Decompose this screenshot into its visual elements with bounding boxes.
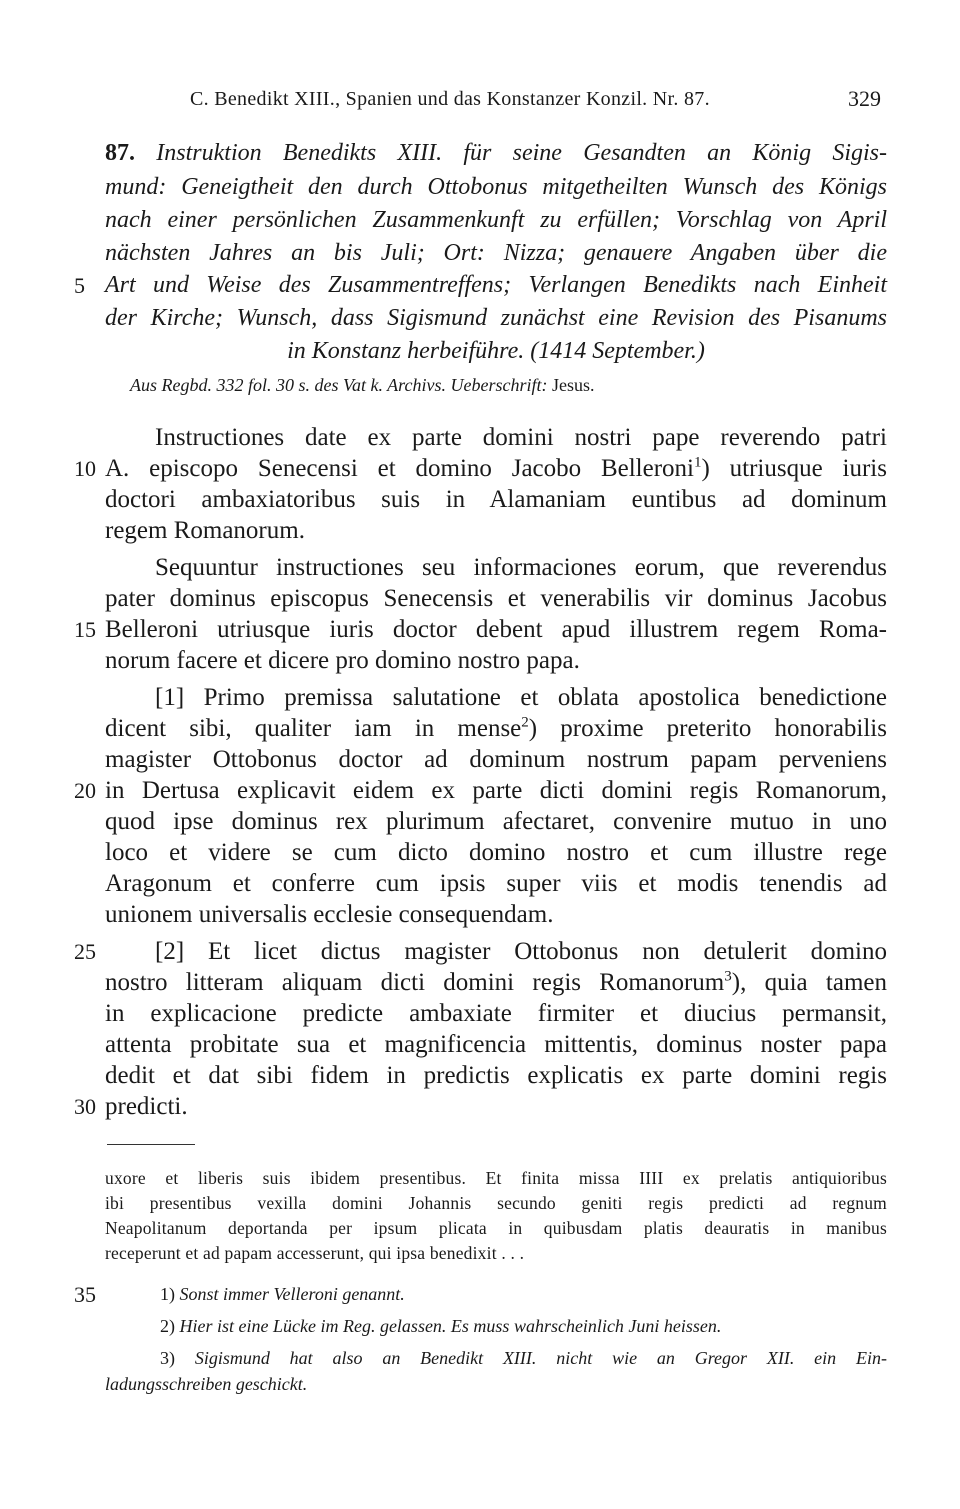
text-span: ), quia tamen	[731, 969, 887, 996]
text-span: A. episcopo Senecensi et domino Jacobo Belleroni	[105, 455, 694, 482]
source-heading: Jesus.	[551, 375, 595, 395]
text-line: Sequuntur instructiones seu informaciones eorum, que reverendus	[155, 554, 887, 581]
text-span: ) utriusque iuris	[701, 455, 887, 482]
note-line: Neapolitanum deportanda per ipsum plicata in quibusdam platis deauratis in manibus	[105, 1218, 887, 1238]
footnote-3	[160, 1348, 887, 1369]
page-number: 329	[848, 86, 881, 111]
text-line: attenta probitate sua et magnificencia mittentis, dominus noster papa	[105, 1031, 887, 1058]
text-span: nostro litteram aliquam dicti domini regis Romanorum	[105, 969, 725, 996]
running-head: C. Benedikt XIII., Spanien und das Konstanzer Konzil. Nr. 87.	[190, 88, 710, 110]
text-span: dicent sibi, qualiter iam in mense	[105, 715, 522, 742]
footnote-ref: 1	[694, 454, 702, 471]
text-line: loco et videre se cum dicto domino nostro et cum illustre rege	[105, 839, 887, 866]
text-line: norum facere et dicere pro domino nostro papa.	[105, 647, 580, 674]
text-line	[105, 969, 887, 997]
regest-line-7: in Konstanz herbeiführe. (1414 September.)	[287, 338, 705, 364]
text-line: unionem universalis ecclesie consequendam.	[105, 901, 554, 928]
footnote-text: Sonst immer Velleroni genannt.	[179, 1284, 405, 1304]
line-number-30: 30	[74, 1094, 96, 1119]
text-line	[105, 715, 887, 743]
note-line: uxore et liberis suis ibidem presentibus. Et finita missa IIII ex prelatis antiquioribus	[105, 1168, 887, 1188]
text-line: Instructiones date ex parte domini nostri pape reverendo patri	[155, 424, 887, 451]
line-number-20: 20	[74, 778, 96, 803]
document-number: 87.	[105, 140, 135, 166]
footnote-marker: 1)	[160, 1284, 175, 1304]
text-line: in explicacione predicte ambaxiate firmiter et diucius permansit,	[105, 1000, 887, 1027]
footnote-ref: 2	[521, 714, 529, 731]
note-line: receperunt et ad papam accesserunt, qui ipsa benedixit . . .	[105, 1243, 525, 1263]
text-line: regem Romanorum.	[105, 517, 305, 544]
regest-line-4: nächsten Jahres an bis Juli; Ort: Nizza; genauere Angaben über die	[105, 240, 887, 266]
text-line: in Dertusa explicavit eidem ex parte dicti domini regis Romanorum,	[105, 777, 887, 804]
text-line: Aragonum et conferre cum ipsis super viis et modis tenendis ad	[105, 870, 887, 897]
text-line: pater dominus episcopus Senecensis et venerabilis vir dominus Jacobus	[105, 585, 887, 612]
regest-line-3: nach einer persönlichen Zusammenkunft zu erfüllen; Vorschlag von April	[105, 207, 887, 233]
regest-line-5: Art und Weise des Zusammentreffens; Verlangen Benedikts nach Einheit	[105, 272, 887, 298]
line-number-5: 5	[74, 273, 85, 298]
footnote-2	[160, 1316, 721, 1337]
text-line: magister Ottobonus doctor ad dominum nostrum papam perveniens	[105, 746, 887, 773]
text-line: [2] Et licet dictus magister Ottobonus non detulerit domino	[155, 938, 887, 965]
regest-line-2: mund: Geneigtheit den durch Ottobonus mitgetheilten Wunsch des Königs	[105, 174, 887, 200]
footnote-1	[160, 1284, 405, 1305]
source-text: Aus Regbd. 332 fol. 30 s. des Vat k. Archivs. Ueberschrift:	[130, 375, 548, 395]
text-line	[105, 455, 887, 483]
source-note	[130, 375, 594, 396]
line-number-35: 35	[74, 1282, 96, 1307]
regest-line-6: der Kirche; Wunsch, dass Sigismund zunächst eine Revision des Pisanums	[105, 305, 887, 331]
footnote-separator	[107, 1144, 195, 1145]
text-line: quod ipse dominus rex plurimum afectaret, convenire mutuo in uno	[105, 808, 887, 835]
regest-line-1	[105, 140, 887, 167]
regest-text: Instruktion Benedikts XIII. für seine Gesandten an König Sigis-	[156, 140, 888, 166]
footnote-text: Sigismund hat also an Benedikt XIII. nicht wie an Gregor XII. ein Ein-	[194, 1348, 887, 1368]
text-line: dedit et dat sibi fidem in predictis explicatis ex parte domini regis	[105, 1062, 887, 1089]
line-number-25: 25	[74, 939, 96, 964]
footnote-marker: 2)	[160, 1316, 175, 1336]
text-line: [1] Primo premissa salutatione et oblata apostolica benedictione	[155, 684, 887, 711]
footnote-3-continued: ladungsschreiben geschickt.	[105, 1374, 308, 1394]
footnote-ref: 3	[724, 968, 732, 985]
line-number-10: 10	[74, 456, 96, 481]
line-number-15: 15	[74, 617, 96, 642]
text-line: predicti.	[105, 1093, 188, 1120]
footnote-marker: 3)	[160, 1348, 175, 1368]
footnote-text: Hier ist eine Lücke im Reg. gelassen. Es muss wahrscheinlich Juni heissen.	[179, 1316, 722, 1336]
text-span: ) proxime preterito honorabilis	[528, 715, 887, 742]
note-line: ibi presentibus vexilla domini Johannis secundo geniti regis predicti ad regnum	[105, 1193, 887, 1213]
text-line: Belleroni utriusque iuris doctor debent apud illustrem regem Roma-	[105, 616, 887, 643]
text-line: doctori ambaxiatoribus suis in Alamaniam euntibus ad dominum	[105, 486, 887, 513]
